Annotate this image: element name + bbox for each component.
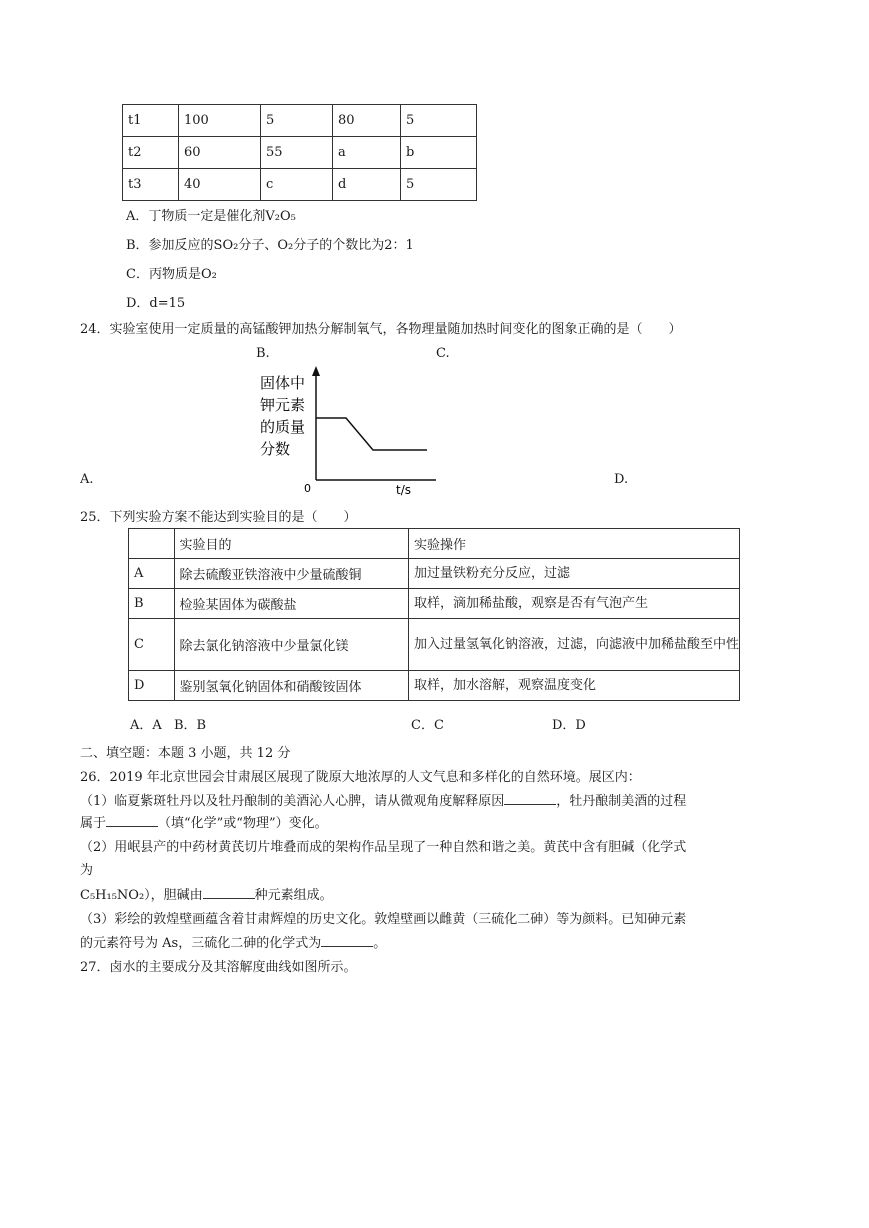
table-cell: c <box>261 169 333 201</box>
q25-choice-b: B．B <box>174 718 207 733</box>
table-row <box>129 589 740 619</box>
q24-stem: 24．实验室使用一定质量的高锰酸钾加热分解制氧气，各物理量随加热时间变化的图象正确的是（ ） <box>80 322 682 337</box>
chart-series-line <box>316 418 427 450</box>
answer-blank[interactable] <box>106 816 158 827</box>
table-cell-goal: 检验某固体为碳酸盐 <box>174 589 408 619</box>
table-cell: 5 <box>401 105 477 137</box>
potassium-mass-fraction-chart <box>246 362 446 502</box>
table-cell: a <box>333 137 401 169</box>
q26-part3-line1: （3）彩绘的敦煌壁画蕴含着甘肃辉煌的历史文化。敦煌壁画以雌黄（三硫化二砷）等为颜料。已知砷元素 <box>80 912 687 927</box>
q25-stem: 25．下列实验方案不能达到实验目的是（ ） <box>80 510 357 525</box>
q26-part1-line2: 属于 （填“化学”或“物理”）变化。 <box>80 816 328 831</box>
table-cell: 40 <box>179 169 261 201</box>
q25-choice-c: C．C <box>411 718 444 733</box>
chart-ylabel-line: 钾元素 <box>260 396 306 414</box>
q23-option-a: A．丁物质一定是催化剂V₂O₅ <box>126 209 296 224</box>
table-cell: t3 <box>123 169 179 201</box>
table-cell: 100 <box>179 105 261 137</box>
q26-stem: 26．2019 年北京世园会甘肃展区展现了陇原大地浓厚的人文气息和多样化的自然环境。展区内： <box>80 770 641 785</box>
y-axis-arrow-icon <box>312 366 320 376</box>
table-header-cell: 实验操作 <box>408 529 739 559</box>
table-cell: 60 <box>179 137 261 169</box>
table-cell-key: C <box>129 619 175 671</box>
q26-part3-line2: 的元素符号为 As，三硫化二砷的化学式为 。 <box>80 936 387 951</box>
answer-blank[interactable] <box>321 936 373 947</box>
table-cell: 80 <box>333 105 401 137</box>
q23-option-d: D．d=15 <box>126 296 186 311</box>
q24-label-d: D. <box>614 472 629 487</box>
table-cell: b <box>401 137 477 169</box>
section-heading: 二、填空题：本题 3 小题，共 12 分 <box>80 746 291 761</box>
q26-part2-line3: C₅H₁₅NO₂），胆碱由 种元素组成。 <box>80 888 333 903</box>
table-row <box>123 105 477 137</box>
q27-stem: 27．卤水的主要成分及其溶解度曲线如图所示。 <box>80 960 357 975</box>
table-cell: t1 <box>123 105 179 137</box>
answer-blank[interactable] <box>203 888 255 899</box>
table-cell-key: D <box>129 671 175 701</box>
chart-ylabel <box>260 374 305 458</box>
q24-label-a: A. <box>80 472 94 487</box>
chart-ylabel-line: 的质量 <box>260 418 306 436</box>
table-cell-op: 加入过量氢氧化钠溶液，过滤，向滤液中加稀盐酸至中性 <box>408 619 739 671</box>
table-cell-goal: 除去氯化钠溶液中少量氯化镁 <box>174 619 408 671</box>
table-row <box>129 619 740 671</box>
table-row <box>123 137 477 169</box>
q25-choice-d: D．D <box>552 718 586 733</box>
table-cell-op: 取样，滴加稀盐酸，观察是否有气泡产生 <box>408 589 739 619</box>
table-header-cell: 实验目的 <box>174 529 408 559</box>
table-cell: 5 <box>401 169 477 201</box>
q26-part2-line2: 为 <box>80 863 94 878</box>
table-cell: 5 <box>261 105 333 137</box>
q23-option-b: B．参加反应的SO₂分子、O₂分子的个数比为2：1 <box>126 238 414 253</box>
table-cell: d <box>333 169 401 201</box>
chart-ylabel-line: 分数 <box>260 440 291 458</box>
table-cell-key: A <box>129 559 175 589</box>
table-header-row <box>129 529 740 559</box>
table-row <box>129 559 740 589</box>
table-cell: t2 <box>123 137 179 169</box>
chart-ylabel-line: 固体中 <box>260 374 306 392</box>
table-cell-key: B <box>129 589 175 619</box>
table-cell-op: 加过量铁粉充分反应，过滤 <box>408 559 739 589</box>
table-cell-goal: 除去硫酸亚铁溶液中少量硫酸铜 <box>174 559 408 589</box>
experiment-table <box>128 528 740 701</box>
table-row <box>129 671 740 701</box>
table-row <box>123 169 477 201</box>
q26-part1-line1: （1）临夏紫斑牡丹以及牡丹酿制的美酒沁人心脾，请从微观角度解释原因 ，牡丹酿制美酒的过程 <box>80 794 687 809</box>
table-cell-goal: 鉴别氢氧化钠固体和硝酸铵固体 <box>174 671 408 701</box>
q24-label-b: B. <box>256 346 270 361</box>
data-table-top <box>122 104 477 201</box>
q25-choice-a: A．A <box>130 718 162 733</box>
chart-origin-label: 0 <box>304 482 311 495</box>
q23-option-c: C．丙物质是O₂ <box>126 267 217 282</box>
table-header-cell <box>129 529 175 559</box>
q24-label-c: C. <box>436 346 450 361</box>
chart-xlabel: t/s <box>396 483 411 497</box>
answer-blank[interactable] <box>504 794 556 805</box>
q26-part2-line1: （2）用岷县产的中药材黄芪切片堆叠而成的架构作品呈现了一种自然和谐之美。黄芪中含有胆碱（化学式 <box>80 840 687 855</box>
table-cell: 55 <box>261 137 333 169</box>
table-cell-op: 取样，加水溶解，观察温度变化 <box>408 671 739 701</box>
